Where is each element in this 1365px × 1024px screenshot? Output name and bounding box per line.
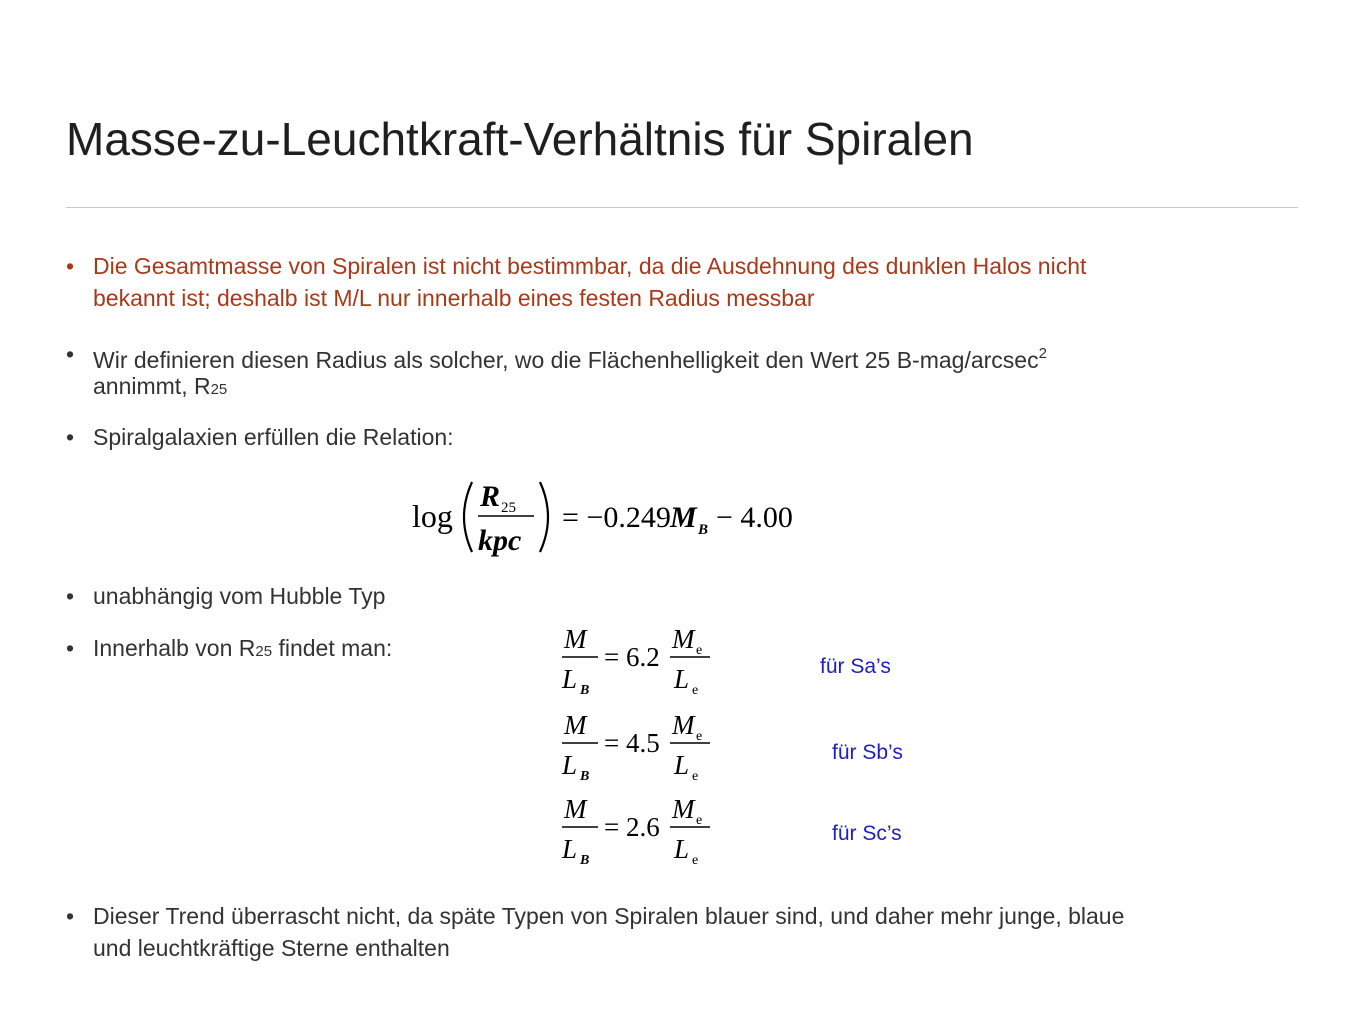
bullet-text-line2: annimmt, R25 [93,373,228,399]
subscript: 25 [255,643,273,660]
lhs-denominator-sub: B [580,853,590,868]
lhs-numerator: M [564,794,587,824]
ratio-equation-sc [560,792,720,866]
bullet-text-line1: Wir definieren diesen Radius als solcher, wo die Flächenhelligkeit den Wert 25 B-mag/arcsec$^2$ [93,345,1047,373]
lhs-denominator: L [562,750,578,780]
rhs-denominator-sub: e [692,683,699,698]
ratio-equation-sa [560,622,720,696]
rhs-denominator: L [674,834,690,864]
label-sa: für Sa’s [820,655,891,678]
ratio-equation-sb [560,708,720,782]
bullet-dot: • [66,253,75,279]
bullet-dot: • [66,424,75,450]
bullet-text-line1: Die Gesamtmasse von Spiralen ist nicht bestimmbar, da die Ausdehnung des dunklen Halos nicht [93,253,1087,279]
bullet-text-line2: bekannt ist; deshalb ist M/L nur innerhalb eines festen Radius messbar [93,285,815,311]
bullet-dot: • [66,903,75,929]
magnitude-m: M [670,501,697,534]
denominator-kpc: kpc [478,524,522,557]
bullet-text-line1: Dieser Trend überrascht nicht, da späte Typen von Spiralen blauer sind, und daher mehr junge, blaue [93,903,1125,929]
slide-title: Masse-zu-Leuchtkraft-Verhältnis für Spiralen [66,113,974,165]
numerator-r: R [480,480,501,513]
title-divider [66,207,1298,208]
ratio-value: = 2.6 [604,812,660,842]
label-sb: für Sb’s [832,741,903,764]
lhs-numerator: M [564,710,587,740]
right-paren [540,482,548,552]
rhs-denominator: L [674,750,690,780]
lhs-denominator: L [562,664,578,694]
rhs-numerator-sub: e [696,643,703,658]
bullet-text-line1: Innerhalb von R25 findet man: [93,635,393,661]
lhs-numerator: M [564,624,587,654]
lhs-denominator: L [562,834,578,864]
rhs-numerator: M [672,624,695,654]
rhs-coefficient: = −0.249 [562,501,671,534]
superscript: 2 [1038,345,1047,362]
relation-equation [412,472,812,562]
rhs-numerator-sub: e [696,813,703,828]
rhs-numerator-sub: e [696,729,703,744]
rhs-denominator-sub: e [692,769,699,784]
rhs-constant: − 4.00 [716,501,793,534]
rhs-numerator: M [672,710,695,740]
numerator-sub: 25 [501,500,516,516]
bullet-text-line1: unabhängig vom Hubble Typ [93,583,386,609]
label-sc: für Sc’s [832,822,902,845]
ratio-value: = 4.5 [604,728,660,758]
left-paren [464,482,472,552]
rhs-numerator: M [672,794,695,824]
bullet-dot: • [66,341,75,367]
lhs-denominator-sub: B [580,683,590,698]
rhs-denominator: L [674,664,690,694]
lhs-denominator-sub: B [580,769,590,784]
subscript: 25 [210,381,228,398]
rhs-denominator-sub: e [692,853,699,868]
log-text: log [412,498,453,534]
bullet-text-line2: und leuchtkräftige Sterne enthalten [93,935,450,961]
bullet-dot: • [66,583,75,609]
bullet-dot: • [66,635,75,661]
ratio-value: = 6.2 [604,642,660,672]
bullet-text-line1: Spiralgalaxien erfüllen die Relation: [93,424,454,450]
magnitude-sub: B [698,522,709,538]
